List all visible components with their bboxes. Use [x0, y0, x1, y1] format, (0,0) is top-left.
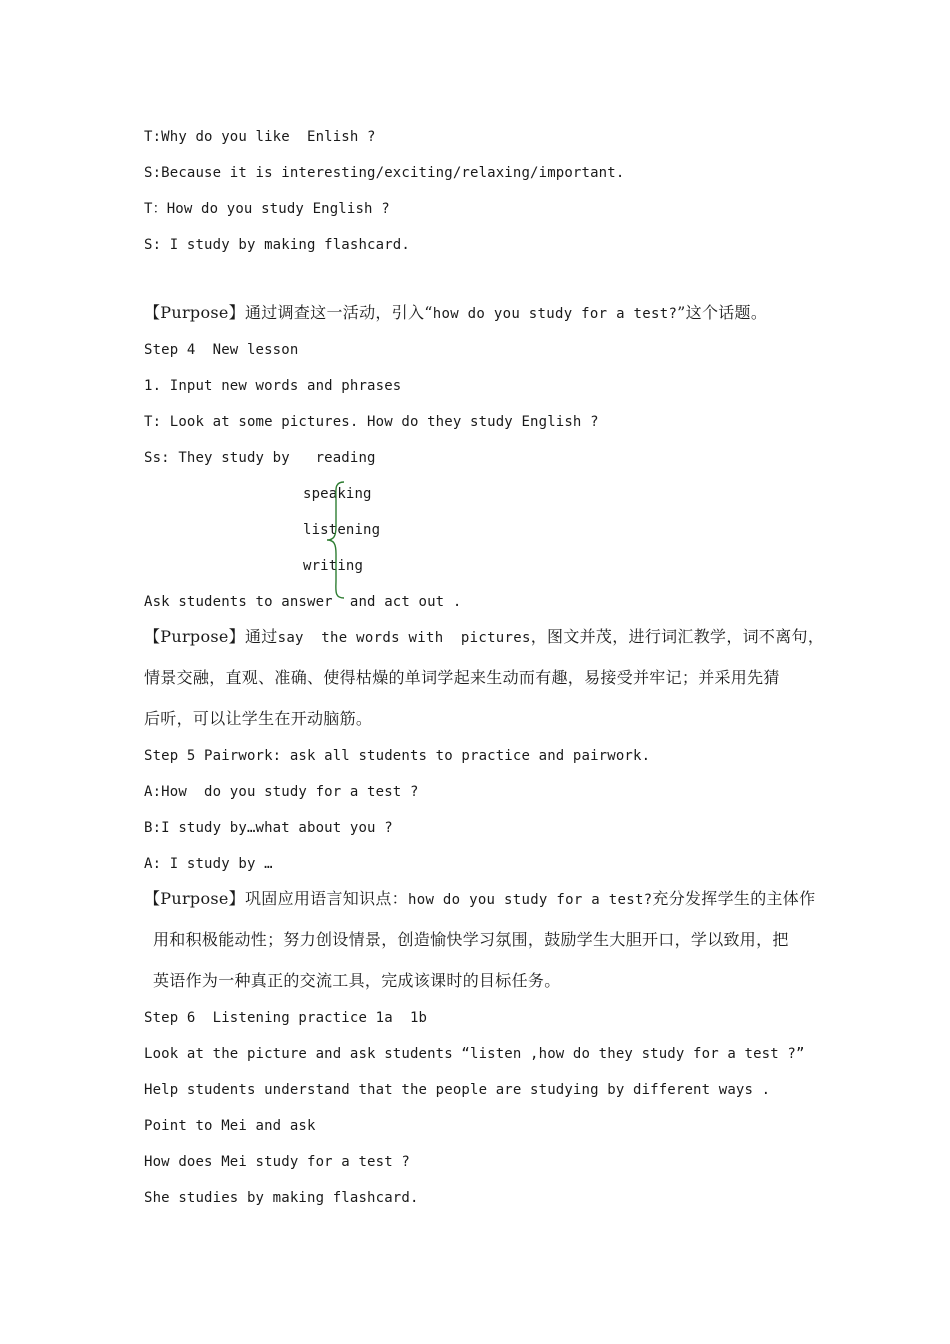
- purpose-tag: 【Purpose】: [144, 889, 245, 908]
- purpose-vocabulary: 【Purpose】通过say the words with pictures，图文并茂，进行词汇教学，词不离句，: [144, 627, 825, 646]
- purpose-pairwork-line-2: 用和积极能动性；努力创设情景，创造愉快学习氛围，鼓励学生大胆开口，学以致用，把: [153, 930, 789, 949]
- purpose-tag: 【Purpose】: [144, 627, 245, 646]
- student-answer-reading: Ss: They study by reading: [144, 450, 376, 466]
- purpose-tag: 【Purpose】: [144, 303, 245, 322]
- help-students-line: Help students understand that the people are studying by different ways .: [144, 1082, 771, 1098]
- ask-students-line: Ask students to answer and act out .: [144, 594, 462, 610]
- dialogue-line-teacher-how: T：How do you study English ?: [144, 201, 390, 217]
- teacher-prompt-pictures: T: Look at some pictures. How do they study English ?: [144, 414, 599, 430]
- step-4-item-1: 1. Input new words and phrases: [144, 378, 402, 394]
- purpose-survey: 【Purpose】通过调查这一活动，引入“how do you study for a test?”这个话题。: [144, 303, 768, 322]
- step-5-heading: Step 5 Pairwork: ask all students to practice and pairwork.: [144, 748, 651, 764]
- step-4-heading: Step 4 New lesson: [144, 342, 299, 358]
- dialogue-line-student-because: S:Because it is interesting/exciting/relaxing/important.: [144, 165, 625, 181]
- dialogue-line-teacher-why: T:Why do you like Enlish ?: [144, 129, 376, 145]
- mei-answer-line: She studies by making flashcard.: [144, 1190, 419, 1206]
- mei-question-line: How does Mei study for a test ?: [144, 1154, 410, 1170]
- pairwork-line-a2: A: I study by …: [144, 856, 273, 872]
- pairwork-line-b: B:I study by…what about you ?: [144, 820, 393, 836]
- curly-brace-icon: [324, 480, 350, 600]
- dialogue-line-student-flashcard: S: I study by making flashcard.: [144, 237, 410, 253]
- word-writing: writing: [303, 558, 364, 574]
- point-to-mei-line: Point to Mei and ask: [144, 1118, 316, 1134]
- purpose-pairwork: 【Purpose】巩固应用语言知识点：how do you study for a test?充分发挥学生的主体作: [144, 889, 816, 908]
- pairwork-line-a1: A:How do you study for a test ?: [144, 784, 419, 800]
- listening-instruction: Look at the picture and ask students “listen ,how do they study for a test ?”: [144, 1046, 805, 1062]
- purpose-vocabulary-line-3: 后听，可以让学生在开动脑筋。: [144, 709, 373, 728]
- step-6-heading: Step 6 Listening practice 1a 1b: [144, 1010, 428, 1026]
- purpose-vocabulary-line-2: 情景交融，直观、准确、使得枯燥的单词学起来生动而有趣，易接受并牢记；并采用先猜: [144, 668, 780, 687]
- word-speaking: speaking: [303, 486, 372, 502]
- purpose-pairwork-line-3: 英语作为一种真正的交流工具，完成该课时的目标任务。: [153, 971, 561, 990]
- word-listening: listening: [303, 522, 381, 538]
